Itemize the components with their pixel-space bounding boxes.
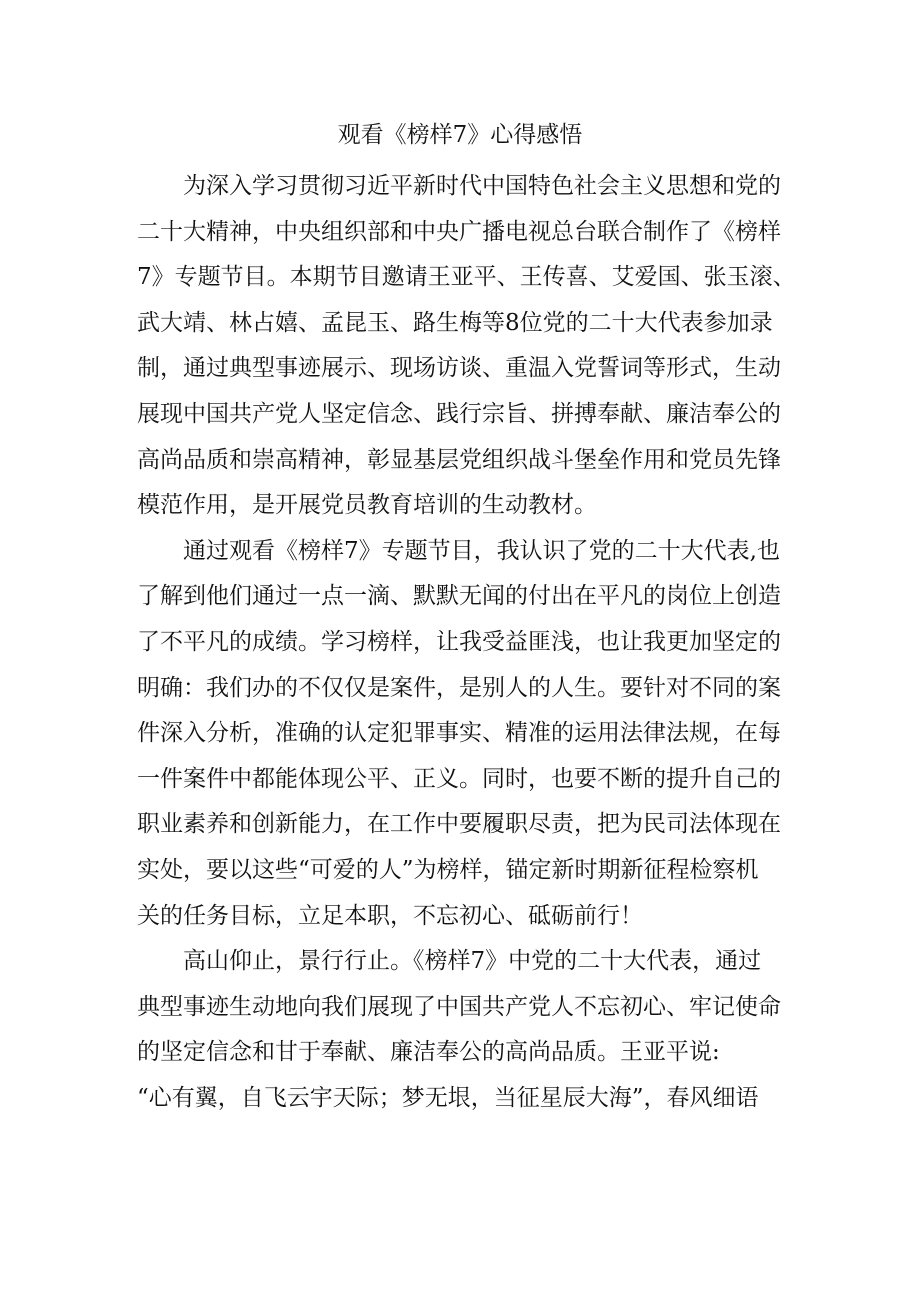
paragraph-line: 典型事迹生动地向我们展现了中国共产党人不忘初心、牢记使命 (137, 993, 781, 1020)
paragraph-line: 职业素养和创新能力，在工作中要履职尽责，把为民司法体现在 (137, 811, 781, 838)
paragraph-line: 一件案件中都能体现公平、正义。同时，也要不断的提升自己的 (137, 765, 781, 792)
paragraph-line: 关的任务目标，立足本职，不忘初心、砥砺前行！ (137, 902, 643, 929)
paragraph-line: 模范作用，是开展党员教育培训的生动教材。 (137, 492, 597, 519)
paragraph-line: 了不平凡的成绩。学习榜样，让我受益匪浅，也让我更加坚定的 (137, 628, 781, 655)
paragraph-line: 高尚品质和崇高精神，彰显基层党组织战斗堡垒作用和党员先锋 (137, 446, 781, 473)
paragraph-line: 7》专题节目。本期节目邀请王亚平、王传喜、艾爱国、张玉滚、 (137, 264, 796, 291)
paragraph-line: 高山仰止，景行行止。《榜样7》中党的二十大代表，通过 (183, 948, 762, 975)
paragraph-line: 了解到他们通过一点一滴、默默无闻的付出在平凡的岗位上创造 (137, 583, 781, 610)
paragraph-line: “心有翼，自飞云宇天际；梦无垠，当征星辰大海”，春风细语 (137, 1084, 759, 1111)
document-title: 观看《榜样7》心得感悟 (337, 122, 583, 148)
paragraph-line: 实处，要以这些“可爱的人”为榜样，锚定新时期新征程检察机 (137, 856, 759, 883)
paragraph-line: 通过观看《榜样7》专题节目，我认识了党的二十大代表,也 (183, 537, 780, 564)
document-body (137, 164, 797, 1121)
paragraph-line: 明确：我们办的不仅仅是案件，是别人的人生。要针对不同的案 (137, 674, 781, 701)
paragraph-line: 为深入学习贯彻习近平新时代中国特色社会主义思想和党的 (183, 173, 781, 199)
paragraph-line: 件深入分析，准确的认定犯罪事实、精准的运用法律法规，在每 (137, 720, 781, 747)
paragraph-line: 二十大精神，中央组织部和中央广播电视总台联合制作了《榜样 (137, 218, 781, 245)
paragraph-line: 展现中国共产党人坚定信念、践行宗旨、拼搏奉献、廉洁奉公的 (137, 400, 781, 427)
paragraph-line: 的坚定信念和甘于奉献、廉洁奉公的高尚品质。王亚平说: (137, 1039, 720, 1066)
paragraph-line: 武大靖、林占嬉、孟昆玉、路生梅等8位党的二十大代表参加录 (137, 309, 773, 336)
paragraph-line: 制，通过典型事迹展示、现场访谈、重温入党誓词等形式，生动 (137, 355, 781, 382)
